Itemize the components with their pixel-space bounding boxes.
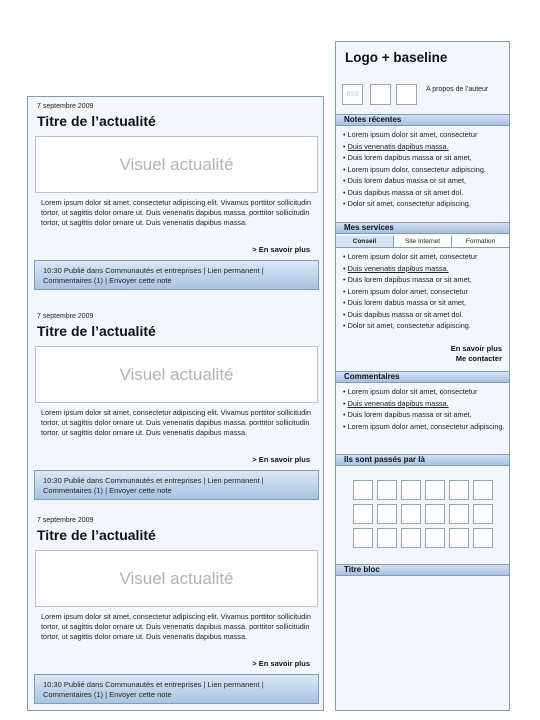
tab-formation[interactable]: Formation	[452, 236, 509, 247]
list-item[interactable]: • Duis venenatis dapibus massa.	[343, 398, 449, 408]
articles-column	[27, 96, 324, 711]
visitor-avatar[interactable]	[473, 504, 493, 524]
article-meta-bar	[34, 470, 319, 500]
visitor-avatar[interactable]	[449, 480, 469, 500]
tab-site-internet[interactable]: Site Internet	[394, 236, 452, 247]
list-item[interactable]: • Duis dapibus massa or sit amet dol.	[343, 309, 464, 319]
block-header: Titre bloc	[336, 564, 509, 576]
social-icon[interactable]	[370, 84, 391, 105]
article-meta-bar	[34, 674, 319, 704]
services-header: Mes services	[336, 222, 509, 234]
article-title[interactable]: Titre de l’actualité	[37, 323, 156, 339]
article-date: 7 septembre 2009	[37, 103, 94, 110]
article-meta-line[interactable]: Commentaires (1) | Envoyer cette note	[43, 690, 172, 699]
visitor-avatar[interactable]	[425, 480, 445, 500]
sidebar	[335, 41, 510, 711]
services-read-more-link[interactable]: En savoir plus	[450, 344, 502, 353]
article-visual-placeholder: Visuel actualité	[35, 550, 318, 607]
visitor-avatar[interactable]	[449, 504, 469, 524]
visitor-avatar[interactable]	[353, 528, 373, 548]
visitor-avatar[interactable]	[425, 528, 445, 548]
list-item[interactable]: • Duis lorem dabus massa or sit amet,	[343, 176, 467, 185]
list-item[interactable]: • Duis lorem dapibus massa or sit amet,	[343, 410, 472, 419]
visitor-avatar[interactable]	[473, 480, 493, 500]
services-tabs	[336, 236, 509, 248]
list-item[interactable]: • Lorem ipsum dolor amet, consectetur adipiscing.	[343, 421, 505, 431]
visitor-avatar[interactable]	[377, 480, 397, 500]
list-item[interactable]: • Dolor sit amet, consectetur adipiscing.	[343, 199, 471, 208]
list-item[interactable]: • Duis lorem dapibus massa or sit amet,	[343, 275, 472, 284]
rss-icon[interactable]: RSS	[342, 84, 363, 105]
list-item[interactable]: • Lorem ipsum dolor sit amet, consectetur	[343, 130, 478, 139]
article-meta-line[interactable]: 10:30 Publié dans Communautés et entreprises | Lien permanent |	[43, 476, 264, 485]
visitor-avatar[interactable]	[401, 480, 421, 500]
list-item[interactable]: • Lorem ipsum dolor, consectetur adipiscing.	[343, 164, 486, 174]
article-title[interactable]: Titre de l’actualité	[37, 527, 156, 543]
list-item[interactable]: • Dolor sit amet, consectetur adipiscing.	[343, 321, 471, 330]
visitor-avatar[interactable]	[353, 504, 373, 524]
social-icon[interactable]	[396, 84, 417, 105]
contact-link[interactable]: Me contacter	[455, 353, 502, 363]
article-meta-line[interactable]: Commentaires (1) | Envoyer cette note	[43, 276, 172, 285]
article-meta-line[interactable]: 10:30 Publié dans Communautés et entreprises | Lien permanent |	[43, 680, 264, 689]
article-title[interactable]: Titre de l’actualité	[37, 113, 156, 129]
visitor-avatar[interactable]	[401, 528, 421, 548]
list-item[interactable]: • Duis lorem dabus massa or sit amet,	[343, 298, 467, 307]
about-author-link[interactable]: A propos de l’auteur	[426, 86, 489, 93]
article-date: 7 septembre 2009	[37, 517, 94, 524]
article-body: Lorem ipsum dolor sit amet, consectetur adipiscing elit. Vivamus porttitor sollicitudin tortor, ut sagittis dolor ornare ut. Duis venenatis dapibus massa. porttitor sollicitudin tortor, ut sagittis dolor ornare ut. Duis venenatis dapibus massa.	[41, 408, 311, 437]
comments-header: Commentaires	[336, 371, 509, 383]
list-item[interactable]: • Duis venenatis dapibus massa.	[343, 141, 449, 151]
comments-list	[343, 386, 509, 432]
services-list	[343, 251, 509, 332]
visitor-avatar[interactable]	[401, 504, 421, 524]
site-logo[interactable]: Logo + baseline	[345, 50, 448, 65]
article-date: 7 septembre 2009	[37, 313, 94, 320]
read-more-link[interactable]: > En savoir plus	[252, 659, 310, 668]
read-more-link[interactable]: > En savoir plus	[252, 455, 310, 464]
list-item[interactable]: • Lorem ipsum dolor amet, consectetur	[343, 286, 469, 296]
recent-notes-header: Notes récentes	[336, 114, 509, 126]
article-body: Lorem ipsum dolor sit amet, consectetur adipiscing elit. Vivamus porttitor sollicitudin tortor, ut sagittis dolor ornare ut. Duis venenatis dapibus massa. porttitor sollicitudin tortor, ut sagittis dolor ornare ut. Duis venenatis dapibus massa.	[41, 612, 311, 641]
visitor-avatar[interactable]	[425, 504, 445, 524]
article-body: Lorem ipsum dolor sit amet, consectetur adipiscing elit. Vivamus porttitor sollicitudin tortor, ut sagittis dolor ornare ut. Duis venenatis dapibus massa. porttitor sollicitudin tortor, ut sagittis dolor ornare ut. Duis venenatis dapibus massa.	[41, 198, 311, 227]
list-item[interactable]: • Duis dapibus massa or sit amet dol.	[343, 187, 464, 197]
list-item[interactable]: • Duis lorem dapibus massa or sit amet,	[343, 153, 472, 162]
article-visual-placeholder: Visuel actualité	[35, 346, 318, 403]
recent-notes-list	[343, 129, 509, 210]
list-item[interactable]: • Lorem ipsum dolor sit amet, consectetur	[343, 387, 478, 396]
visitor-avatar[interactable]	[353, 480, 373, 500]
read-more-link[interactable]: > En savoir plus	[252, 245, 310, 254]
article-meta-line[interactable]: Commentaires (1) | Envoyer cette note	[43, 486, 172, 495]
visitors-grid	[353, 480, 493, 548]
visitor-avatar[interactable]	[377, 504, 397, 524]
visitor-avatar[interactable]	[449, 528, 469, 548]
services-more-links	[451, 344, 502, 363]
article-meta-line[interactable]: 10:30 Publié dans Communautés et entreprises | Lien permanent |	[43, 266, 264, 275]
visitor-avatar[interactable]	[473, 528, 493, 548]
visitor-avatar[interactable]	[377, 528, 397, 548]
tab-conseil[interactable]: Conseil	[336, 236, 394, 247]
list-item[interactable]: • Lorem ipsum dolor sit amet, consectetur	[343, 252, 478, 261]
article-visual-placeholder: Visuel actualité	[35, 136, 318, 193]
list-item[interactable]: • Duis venenatis dapibus massa.	[343, 263, 449, 273]
visitors-header: Ils sont passés par là	[336, 454, 509, 466]
article-meta-bar	[34, 260, 319, 290]
